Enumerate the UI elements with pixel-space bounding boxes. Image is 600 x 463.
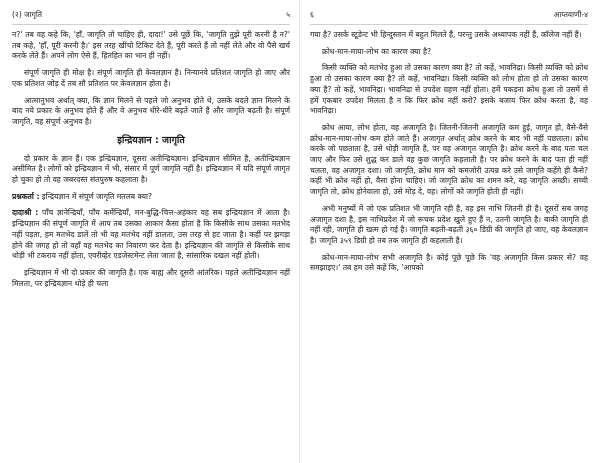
dadashri-label: दादाश्री :: [12, 208, 39, 218]
right-page: [310, 6, 588, 458]
left-page: [12, 6, 290, 458]
paragraph: गया है? उसके स्टूडेन्ट भी हिन्दुस्तान में बहुत मिलते हैं, परन्तु उसके अध्यापक नहीं हैं, कॉलेज नहीं हैं।: [310, 30, 582, 39]
paragraph: क्रोध-मान-माया-लोभ सभी अजागृति है। कोई पूछे पूछे कि 'वह अजागृति किस प्रकार से? वह समझाइए।' तब हम उसे कहें कि, 'आपको: [310, 252, 588, 273]
right-page-body: [310, 30, 588, 274]
left-page-body: [12, 30, 290, 289]
paragraph: इन्द्रियज्ञान में भी दो प्रकार की जागृति है। एक बाह्य और दूसरी आंतरिक। पहले अतीन्द्रियज्ञान नहीं मिलता, पर इन्द्रियज्ञान थोड़े ही चला: [12, 267, 290, 288]
left-page-number: ५: [286, 10, 290, 19]
right-page-number: ६: [310, 10, 314, 19]
right-page-header: [310, 6, 588, 25]
paragraph: आत्मानुभव अर्थात् क्या, कि ज्ञान मिलने से पहले जो अनुभव होते थे, उसके बदले ज्ञान मिलने के बाद नये प्रकार के अनुभव होते हैं और वे अनुभव धीरे-धीरे बढ़ते जाते हैं और जागृति बढ़ती है। संपूर्ण जागृति, वह संपूर्ण अनुभव है।: [12, 95, 290, 126]
paragraph: किसी व्यक्ति को मतभेद हुआ तो उसका कारण क्या है? तो कहें, भावनिद्रा। किसी व्यक्ति को क्रोध हुआ तो उसका कारण क्या है? तो कहें, भावनिद्रा। किसी व्यक्ति को लोभ होता हो तो उसका कारण क्या है? तो कहें, भावनिद्रा। भावनिद्रा से उपदेश ग्रहण नहीं होता। हमें पकड़ना क्रोध हुआ तो उसमें से हमें एकबार उपदेश मिलता है न कि फिर क्रोध नहीं करो? इसके बजाय फिर क्रोध करता है, वह भावनिद्रा।: [310, 63, 588, 116]
book-running-title: आप्तवाणी-४: [553, 10, 588, 19]
paragraph: अभी मनुष्यों में जो एक प्रतिशत भी जागृति रही है, वह इस नाभि जितनी ही है। दूसरों सब जगह अजागृत दशा है, इस नाभिप्रदेश में जो रूचक प्रदेश खुले हुए हैं न, उतनी जागृति है। बाकी जागृति ही नहीं रही, जागृति ही खत्म हो गई है। जागृति बढ़ती-बढ़ती ३६० डिग्री की जागृति हो जाए, वह केवलज्ञान है। जागृति ३५९ डिग्री हो तब तक जागृति ही कहलाती है।: [310, 203, 588, 245]
paragraph: संपूर्ण जागृति ही मोक्ष है। संपूर्ण जागृति ही केवलज्ञान है। निन्यानवे प्रतिशत जागृति हो जाए और एक प्रतिशत जोड़ दें तब सौ प्रतिशत पर केवलज्ञान होता है।: [12, 68, 290, 88]
subheading-question: क्रोध-मान-माया-लोभ का कारण क्या है?: [322, 46, 432, 56]
question-text: इन्द्रियज्ञान में संपूर्ण जागृति मतलब क्या?: [41, 191, 152, 201]
answer-text: पाँच ज्ञानेन्द्रियाँ, पाँच कर्मेन्द्रियाँ, मन-बुद्धि-चित्त-अहंकार वह सब इन्द्रियज्ञान में आता है। इन्द्रियज्ञान की संपूर्ण जागृति में आप तब उसका आकार कैसा होता है कि किसीके साथ उसका मतभेद नहीं पड़ता, हम मतभेद डालें तो भी वह मतभेद नहीं डालता, उस तरह से हट जाता है। कहीं पर झगड़ा होने की जगह हो तो वहाँ वह मतभेद का निवारण कर देता है। इन्द्रियज्ञान की जागृति से किसीके साथ थोड़ी भी टकराव नहीं होता, एवरीव्हेर एडजेस्टमेन्ट लेता जाता है, सांसारिक दखल नहीं होती।: [12, 208, 290, 261]
answer-paragraph: [12, 208, 290, 262]
questioner-label: प्रश्नकर्ता :: [12, 191, 40, 201]
question-paragraph: [12, 192, 290, 203]
left-page-header: [12, 6, 290, 25]
section-heading: इन्द्रियज्ञान : जागृति: [117, 134, 185, 146]
paragraph: क्रोध आया, लोभ होता, वह अजागृति है। जितनी-जितनी अजागृति कम हुई, जागृत हो, वैसे-वैसे क्रोध-मान-माया-लोभ कम होते जाते हैं। अजागृत अर्थात् क्रोध करने के बाद भी नहीं पछताता। क्रोध करके जो पछताता है, उसे थोड़ी जागृति है, पर वह अजागृत जागृति है। क्रोध करने के बाद पता चल जाए और फिर उसे शुद्ध कर डाले वह कुछ जागृति कहलाती है। पर क्रोध करने के बाद पता ही नहीं चलता, वह अजागृत दशा। जो जागृति, क्रोध मान को कमजोरी उत्पन्न करे उसे जागृति कहेंगे ही कैसे? कहीं भी क्रोध नहीं हो, वैसा होना चाहिए। जो जागृति क्रोध का शमन करे, वह जागृति अच्छी। सच्ची जागृति तो, क्रोध होनेवाला हो, उसे मोड़ दे, वह। लोगों को जागृति होती ही नहीं।: [310, 122, 588, 197]
paragraph: दो प्रकार के ज्ञान हैं। एक इन्द्रियज्ञान, दूसरा अतीन्द्रियज्ञान। इन्द्रियज्ञान सीमित है, अतीन्द्रियज्ञान असीमित है। लोगों को इन्द्रियज्ञान में भी, संसार में पूर्ण जागृति नहीं है। इन्द्रियज्ञान में यदि संपूर्ण जागृत हो चुका हो तो वह जबरदस्त संतपुरुष कहलाता है।: [12, 153, 290, 185]
chapter-running-title: (२) जागृति: [12, 10, 43, 19]
page-gutter: [299, 0, 300, 463]
paragraph: न?' तब वह कहे कि, 'हाँ, जागृति तो चाहिए ही, दादा!' उसे पूछें कि, 'जागृति तुझे पूरी करनी है न?' तब कहे, 'हाँ, पूरी करनी है।' इस तरह खींचो टिकिट देते हैं, पूरी करते हैं तो नहीं लेते और वो पैसे खर्च करके लेते हैं। अपने लोग ऐसे हैं, हितहित का भान ही नहीं।: [12, 30, 290, 61]
